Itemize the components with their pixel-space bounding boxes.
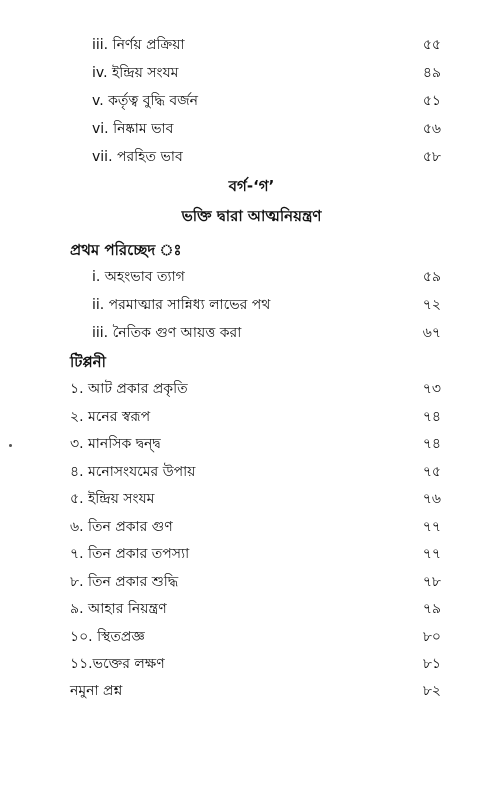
note-entry-label: ৬. তিন প্রকার গুণ [70, 519, 173, 535]
note-entry-label: ৮. তিন প্রকার শুদ্ধি [70, 574, 179, 590]
toc-entry-page: ৫৯ [422, 269, 441, 285]
note-entry-page: ৭৮ [422, 574, 441, 590]
toc-entry-page: ৫৮ [422, 149, 441, 165]
note-entry-label: ৯. আহার নিয়ন্ত্রণ [70, 601, 167, 617]
note-entry-page: ৭৪ [422, 436, 441, 452]
note-entry-label: ১০. স্থিতপ্রজ্ঞ [70, 629, 145, 645]
note-entry-label: ১১.ভক্তের লক্ষণ [70, 656, 165, 672]
sample-questions-page: ৮২ [422, 683, 441, 699]
note-entry-page: ৭৬ [422, 491, 441, 507]
toc-entry-label: ii. পরমাত্মার সান্নিধ্য লাভের পথ [92, 297, 271, 313]
note-entry-label: ৩. মানসিক দ্বন্দ্ব [70, 436, 161, 452]
note-entry-page: ৮০ [422, 629, 441, 645]
toc-entry-label: i. অহংভাব ত্যাগ [92, 269, 185, 285]
note-entry-label: ৪. মনোসংযমের উপায় [70, 464, 196, 480]
note-entry-page: ৭৭ [422, 546, 441, 562]
toc-entry-page: ৪৯ [422, 65, 441, 81]
note-entry-label: ৭. তিন প্রকার তপস্যা [70, 546, 190, 562]
note-entry-label: ২. মনের স্বরূপ [70, 409, 151, 425]
notes-title: টিপ্পনী [70, 353, 106, 371]
note-entry-page: ৭৫ [422, 464, 441, 480]
toc-entry-label: v. কর্তৃত্ব বুদ্ধি বর্জন [92, 93, 198, 109]
toc-entry-label: iii. নৈতিক গুণ আয়ত্ত করা [92, 325, 242, 341]
toc-entry-label: iv. ইন্দ্রিয় সংযম [92, 65, 179, 81]
note-entry-page: ৭৭ [422, 519, 441, 535]
varga-title: বর্গ-‘গ’ [228, 177, 275, 195]
chapter-title: প্রথম পরিচ্ছেদ ঃ [70, 241, 182, 259]
note-entry-label: ১. আট প্রকার প্রকৃতি [70, 381, 188, 397]
note-entry-page: ৭৯ [422, 601, 441, 617]
note-entry-page: ৭৩ [422, 381, 441, 397]
note-entry-page: ৮১ [422, 656, 441, 672]
sample-questions-label: নমুনা প্রশ্ন [70, 683, 123, 699]
toc-entry-page: ৭২ [422, 297, 441, 313]
note-entry-page: ৭৪ [422, 409, 441, 425]
toc-entry-label: iii. নির্ণয় প্রক্রিয়া [92, 37, 185, 53]
toc-entry-label: vi. নিষ্কাম ভাব [92, 121, 174, 137]
toc-entry-page: ৬৭ [422, 325, 441, 341]
toc-entry-label: vii. পরহিত ভাব [92, 149, 183, 165]
section-title: ভক্তি দ্বারা আত্মনিয়ন্ত্রণ [181, 207, 322, 225]
ink-dot [9, 444, 12, 447]
toc-entry-page: ৫৬ [422, 121, 441, 137]
toc-entry-page: ৫৫ [422, 37, 441, 53]
note-entry-label: ৫. ইন্দ্রিয় সংযম [70, 491, 155, 507]
toc-entry-page: ৫১ [422, 93, 441, 109]
